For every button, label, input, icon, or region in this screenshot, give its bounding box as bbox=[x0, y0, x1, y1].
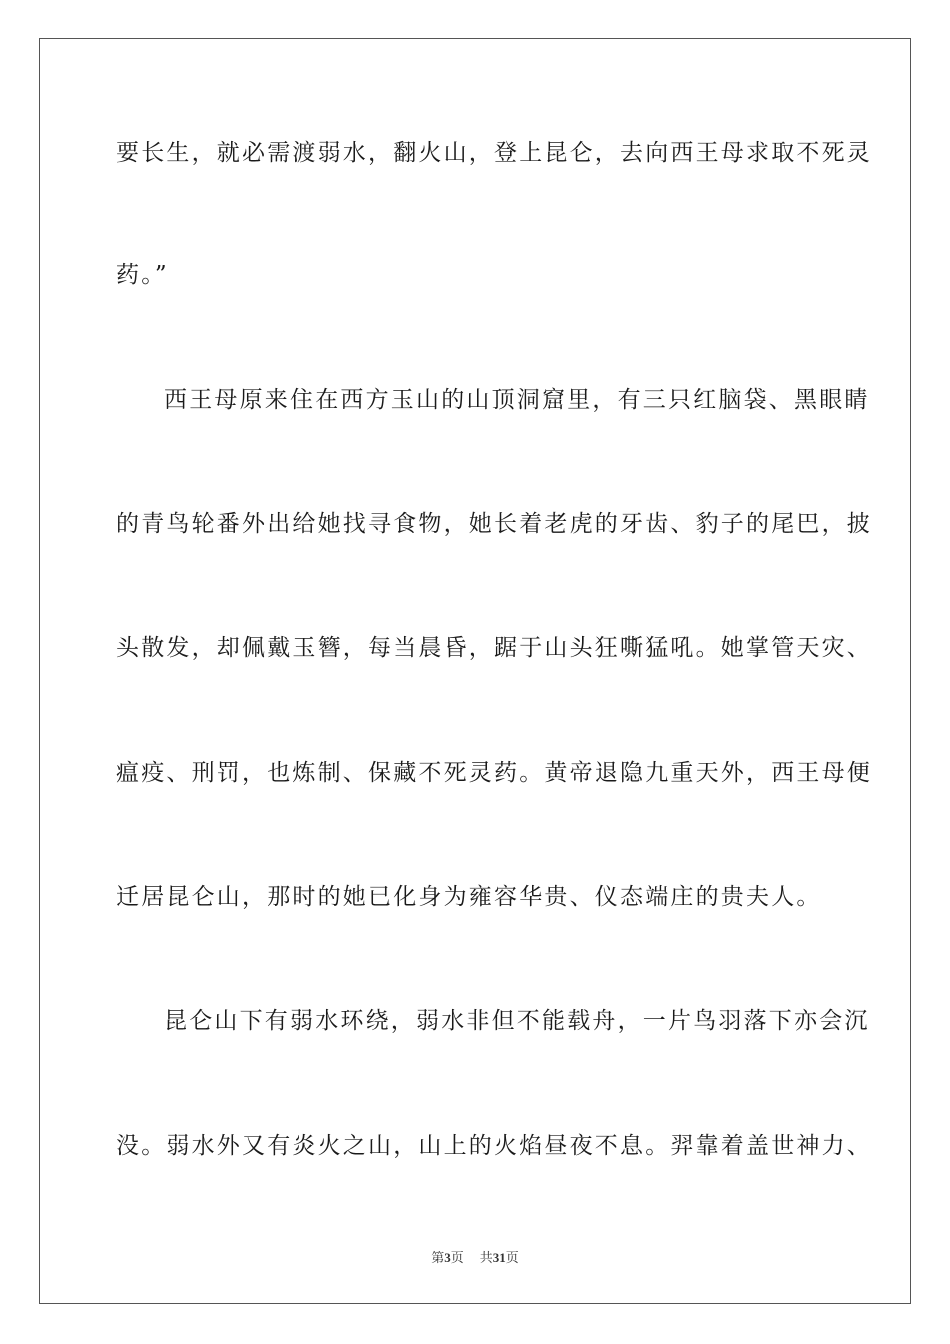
paragraph-start-line: 西王母原来住在西方玉山的山顶洞窟里，有三只红脑袋、黑眼睛 bbox=[164, 387, 870, 413]
text-line: 药。” bbox=[116, 262, 169, 288]
text-line: 迁居昆仑山，那时的她已化身为雍容华贵、仪态端庄的贵夫人。 bbox=[116, 884, 822, 910]
page-suffix: 页 bbox=[450, 1251, 464, 1266]
total-prefix: 共 bbox=[479, 1251, 493, 1266]
page-prefix: 第 bbox=[431, 1251, 445, 1266]
text-line: 头散发，却佩戴玉簪，每当晨昏，踞于山头狂嘶猛吼。她掌管天灾、 bbox=[116, 635, 872, 661]
page-number: 3 bbox=[444, 1250, 451, 1265]
total-pages: 31 bbox=[492, 1250, 506, 1265]
paragraph-start-line: 昆仑山下有弱水环绕，弱水非但不能载舟，一片鸟羽落下亦会沉 bbox=[164, 1008, 870, 1034]
text-line: 没。弱水外又有炎火之山，山上的火焰昼夜不息。羿靠着盖世神力、 bbox=[116, 1133, 872, 1159]
text-line: 的青鸟轮番外出给她找寻食物，她长着老虎的牙齿、豹子的尾巴，披 bbox=[116, 511, 872, 537]
total-suffix: 页 bbox=[505, 1251, 519, 1266]
page-border bbox=[39, 38, 911, 1304]
text-line: 瘟疫、刑罚，也炼制、保藏不死灵药。黄帝退隐九重天外，西王母便 bbox=[116, 760, 872, 786]
text-line: 要长生，就必需渡弱水，翻火山，登上昆仑，去向西王母求取不死灵 bbox=[116, 140, 872, 166]
page-footer bbox=[0, 1247, 950, 1266]
